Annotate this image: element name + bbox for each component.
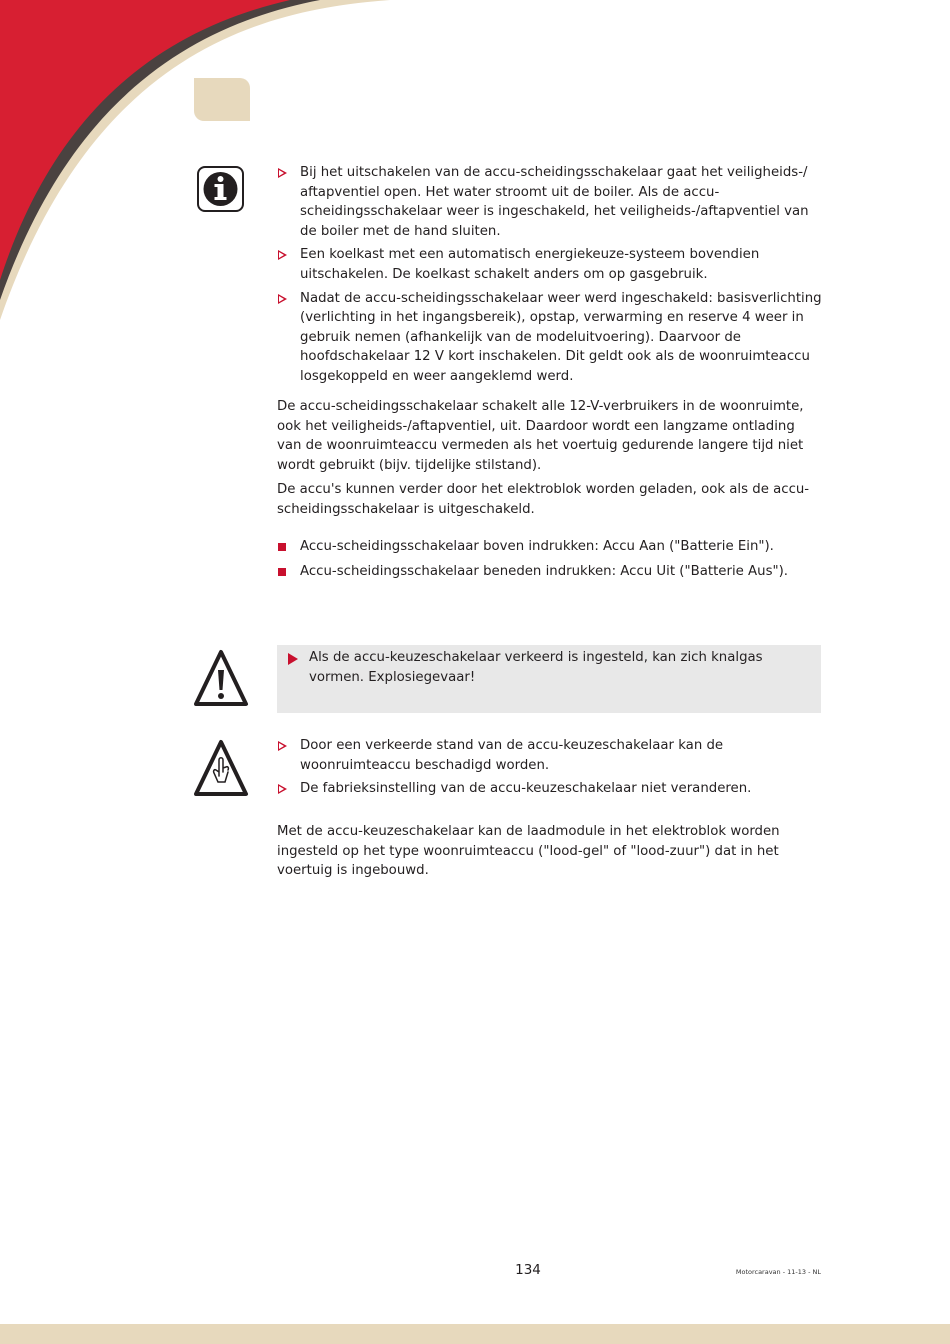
warning-triangle-icon	[193, 648, 249, 708]
list-item: Nadat de accu-scheidingsschakelaar weer werd ingeschakeld: basisverlichting (verlichting in het ingangsbereik), opstap, verwarming en reserve 4 weer in gebruik nemen (afhankelijk van de modeluitvoering). Daarvoor de hoofdschakelaar 12 V kort inschakelen. Dit geldt ook als de woonruimteaccu losgekoppeld en weer aangeklemd werd.	[277, 289, 822, 387]
action-list	[277, 537, 822, 585]
caution-list	[277, 736, 822, 803]
info-list	[277, 163, 822, 391]
bottom-bar	[0, 1324, 950, 1344]
triangle-bullet-icon	[278, 250, 287, 260]
paragraph: De accu-scheidingsschakelaar schakelt alle 12-V-verbruikers in de woonruimte, ook het veiligheids-/aftapventiel, uit. Daardoor wordt een langzame ontlading van de woonruimteaccu vermeden als het voertuig gedurende langere tijd niet wordt gebruikt (bijv. tijdelijke stilstand).	[277, 399, 804, 473]
list-item: Accu-scheidingsschakelaar boven indrukken: Accu Aan ("Batterie Ein").	[277, 537, 822, 557]
info-icon	[193, 165, 249, 213]
paragraph: De accu's kunnen verder door het elektroblok worden geladen, ook als de accu-scheidingsschakelaar is uitgeschakeld.	[277, 482, 810, 517]
caution-hand-icon	[193, 738, 249, 798]
warning-arrow-icon	[288, 653, 298, 665]
list-item: Bij het uitschakelen van de accu-scheidingsschakelaar gaat het veiligheids-/ aftapventiel open. Het water stroomt uit de boiler. Als de accu-scheidingsschakelaar weer is ingeschakeld, het veiligheids-/aftapventiel van de boiler met de hand sluiten.	[277, 163, 822, 241]
triangle-bullet-icon	[278, 784, 287, 794]
chapter-tab	[194, 78, 250, 121]
list-item: Een koelkast met een automatisch energiekeuze-systeem bovendien uitschakelen. De koelkast schakelt anders om op gasgebruik.	[277, 245, 822, 284]
document-reference: Motorcaravan - 11-13 - NL	[735, 1268, 821, 1276]
paragraph: Met de accu-keuzeschakelaar kan de laadmodule in het elektroblok worden ingesteld op het type woonruimteaccu ("lood-gel" of "lood-zuur") dat in het voertuig is ingebouwd.	[277, 824, 780, 879]
page-number: 134	[515, 1262, 541, 1278]
list-item: De fabrieksinstelling van de accu-keuzeschakelaar niet veranderen.	[277, 779, 822, 799]
triangle-bullet-icon	[278, 741, 287, 751]
warning-text: Als de accu-keuzeschakelaar verkeerd is ingesteld, kan zich knalgas vormen. Explosiegevaar!	[309, 650, 763, 685]
square-bullet-icon	[278, 543, 286, 551]
triangle-bullet-icon	[278, 294, 287, 304]
body-text	[277, 397, 822, 525]
triangle-bullet-icon	[278, 168, 287, 178]
list-item: Accu-scheidingsschakelaar beneden indrukken: Accu Uit ("Batterie Aus").	[277, 562, 822, 582]
square-bullet-icon	[278, 568, 286, 576]
final-text	[277, 822, 822, 886]
list-item: Door een verkeerde stand van de accu-keuzeschakelaar kan de woonruimteaccu beschadigd worden.	[277, 736, 822, 775]
warning-box	[277, 645, 821, 713]
